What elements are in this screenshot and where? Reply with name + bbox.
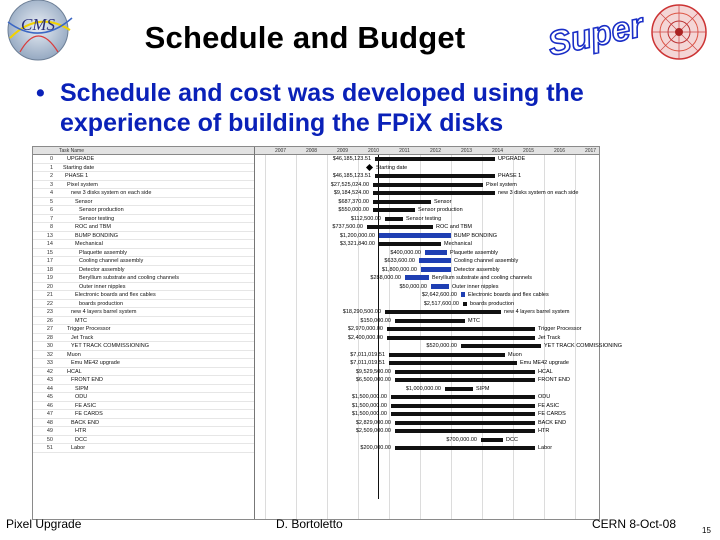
bar-label: PHASE 1 — [498, 173, 522, 179]
gantt-bar-row — [255, 257, 599, 266]
task-id: 4 — [49, 190, 53, 196]
task-row[interactable] — [33, 172, 254, 181]
task-name: UPGRADE — [67, 156, 95, 162]
bar-label: HCAL — [538, 368, 553, 375]
task-cost: $150,000.00 — [360, 317, 391, 324]
task-name: Plaquette assembly — [79, 249, 127, 256]
gantt-bar-row — [255, 155, 599, 164]
timeline-year: 2008 — [305, 148, 318, 154]
gantt-bar-row — [255, 368, 599, 377]
bar-label: ODU — [538, 394, 551, 400]
task-row[interactable] — [33, 351, 254, 360]
gantt-bar-row — [255, 402, 599, 411]
task-cost: $1,500,000.00 — [351, 394, 387, 400]
task-id: 5 — [49, 198, 53, 205]
task-id: 17 — [46, 258, 53, 264]
task-row[interactable] — [33, 402, 254, 411]
summary-bar[interactable] — [375, 174, 495, 178]
task-cost: $9,529,500.00 — [355, 368, 391, 375]
task-row[interactable] — [33, 308, 254, 317]
bar-label: ROC and TBM — [436, 224, 472, 230]
summary-bar[interactable] — [395, 370, 535, 374]
task-name: Muon — [67, 351, 81, 358]
task-id: 48 — [46, 419, 53, 426]
bar-label: Sensor production — [418, 207, 463, 213]
task-row[interactable] — [33, 181, 254, 190]
task-row[interactable] — [33, 155, 254, 164]
task-name: Starting date — [63, 164, 95, 171]
task-bar[interactable] — [395, 446, 535, 450]
task-cost: $1,800,000.00 — [381, 266, 417, 273]
timeline-year: 2011 — [399, 148, 410, 154]
gantt-bar-row — [255, 444, 599, 453]
summary-bar[interactable] — [395, 421, 535, 425]
task-list — [33, 147, 255, 519]
task-id: 23 — [46, 309, 53, 315]
task-id: 7 — [49, 215, 53, 222]
task-bar[interactable] — [461, 292, 465, 297]
task-cost: $1,000,000.00 — [405, 385, 441, 392]
bar-label: Beryllium substrate and cooling channels — [432, 275, 532, 281]
summary-bar[interactable] — [385, 310, 501, 314]
gantt-bar-row — [255, 300, 599, 309]
gantt-bar-row — [255, 189, 599, 198]
bar-label: Starting date — [376, 164, 408, 171]
bar-label: Labor — [538, 445, 553, 451]
task-cost: $2,970,000.00 — [347, 326, 383, 332]
lhc-ring-logo — [644, 2, 714, 62]
bar-label: Cooling channel assembly — [454, 258, 519, 264]
task-row[interactable] — [33, 359, 254, 368]
task-id: 3 — [49, 181, 53, 188]
task-name: Mechanical — [75, 241, 103, 247]
bar-label: Jet Track — [538, 334, 561, 341]
task-id: 28 — [46, 334, 53, 341]
bar-label: HTR — [538, 428, 550, 434]
task-name: Labor — [71, 445, 86, 451]
task-row[interactable] — [33, 249, 254, 258]
timeline-year: 2016 — [553, 148, 566, 154]
gantt-bar-row — [255, 308, 599, 317]
task-bar[interactable] — [481, 438, 503, 442]
task-id: 32 — [46, 351, 53, 358]
task-row[interactable] — [33, 419, 254, 428]
bullet-text: Schedule and cost was developed using the experience of building the FPiX disks — [60, 79, 584, 137]
task-row[interactable] — [33, 223, 254, 232]
task-cost: $7,011,019.51 — [350, 360, 385, 366]
task-cost: $1,500,000.00 — [351, 402, 387, 409]
task-cost: $200,000.00 — [360, 445, 391, 451]
task-row[interactable] — [33, 274, 254, 283]
bar-label: Sensor — [434, 198, 452, 205]
gantt-bar-row — [255, 249, 599, 258]
bar-label: FE ASIC — [538, 402, 560, 409]
task-cost: $46,185,123.51 — [332, 173, 371, 179]
gantt-bar-row — [255, 172, 599, 181]
task-name: MTC — [75, 317, 87, 324]
task-id: 44 — [46, 385, 53, 392]
bar-label: new 4 layers barrel system — [504, 309, 570, 315]
task-id: 46 — [46, 402, 53, 409]
task-id: 0 — [49, 156, 53, 162]
task-id: 42 — [46, 368, 53, 375]
task-name: Beryllium substrate and cooling channels — [79, 275, 179, 281]
bar-label: BACK END — [538, 419, 567, 426]
task-name: Electronic boards and flex cables — [75, 292, 156, 298]
task-row[interactable] — [33, 266, 254, 275]
task-id: 20 — [46, 283, 53, 290]
footer-author: D. Bortoletto — [276, 517, 343, 531]
task-name-header: Task Name — [59, 148, 85, 154]
task-cost: $737,500.00 — [332, 224, 363, 230]
task-id: 33 — [46, 360, 53, 366]
bar-label: Trigger Processor — [538, 326, 582, 332]
task-name: Jet Track — [71, 334, 94, 341]
task-id: 49 — [46, 428, 53, 434]
task-name: new 3 disks system on each side — [71, 190, 152, 196]
task-id: 13 — [46, 232, 53, 239]
task-id: 15 — [46, 249, 53, 256]
task-bar[interactable] — [391, 404, 535, 408]
bar-label: FE CARDS — [538, 411, 566, 417]
task-name: Pixel system — [67, 181, 98, 188]
task-row[interactable] — [33, 376, 254, 385]
task-bar[interactable] — [373, 191, 495, 195]
task-rows — [33, 155, 254, 453]
task-row[interactable] — [33, 393, 254, 402]
task-cost: $6,500,000.00 — [355, 377, 391, 383]
task-bar[interactable] — [389, 361, 517, 365]
gantt-bar-row — [255, 274, 599, 283]
gantt-bar-row — [255, 385, 599, 394]
task-id: 22 — [46, 300, 53, 307]
gantt-bar-row — [255, 266, 599, 275]
task-name: Sensor production — [79, 207, 124, 213]
task-name: Sensor testing — [79, 215, 115, 222]
task-cost: $112,500.00 — [350, 215, 381, 222]
bar-label: UPGRADE — [498, 156, 526, 162]
task-row[interactable] — [33, 198, 254, 207]
milestone-marker — [366, 163, 373, 170]
bar-label: Muon — [508, 351, 522, 358]
timeline-header — [255, 147, 599, 155]
task-name: BUMP BONDING — [75, 232, 118, 239]
bar-label: MTC — [468, 317, 480, 324]
task-name: FRONT END — [71, 377, 103, 383]
gantt-bar-row — [255, 427, 599, 436]
bar-rows — [255, 155, 623, 453]
task-id: 21 — [46, 292, 53, 298]
task-id: 51 — [46, 445, 53, 451]
task-cost: $1,500,000.00 — [351, 411, 387, 417]
footer-left: Pixel Upgrade — [6, 517, 82, 531]
task-id: 45 — [46, 394, 53, 400]
task-id: 1 — [49, 164, 53, 171]
task-bar[interactable] — [421, 267, 451, 272]
gantt-bar-row — [255, 181, 599, 190]
task-cost: $687,370.00 — [338, 198, 369, 205]
timeline — [255, 147, 623, 519]
task-bar[interactable] — [431, 284, 449, 289]
task-bar[interactable] — [373, 208, 415, 212]
task-row[interactable] — [33, 444, 254, 453]
summary-bar[interactable] — [373, 183, 483, 187]
task-cost: $633,600.00 — [384, 258, 415, 264]
bar-label: BUMP BONDING — [454, 232, 497, 239]
bar-label: Sensor testing — [406, 215, 442, 222]
gantt-bar-row — [255, 419, 599, 428]
gantt-bar-row — [255, 283, 599, 292]
task-bar[interactable] — [373, 200, 431, 204]
summary-bar[interactable] — [379, 242, 441, 246]
task-bar[interactable] — [387, 336, 535, 340]
gantt-schedule — [32, 146, 623, 520]
task-row[interactable] — [33, 427, 254, 436]
task-name: Trigger Processor — [67, 326, 111, 332]
task-row[interactable] — [33, 410, 254, 419]
task-bar[interactable] — [395, 319, 465, 323]
task-id: 2 — [49, 173, 53, 179]
task-cost: $550,000.00 — [338, 207, 369, 213]
bar-label: Pixel system — [486, 181, 517, 188]
task-bar[interactable] — [445, 387, 473, 391]
task-row[interactable] — [33, 257, 254, 266]
timeline-year: 2017 — [584, 148, 597, 154]
bullet-symbol: • — [36, 79, 45, 107]
bar-label: SIPM — [476, 385, 490, 392]
task-name: Emu ME42 upgrade — [71, 360, 120, 366]
gantt-bar-row — [255, 164, 599, 173]
task-id: 43 — [46, 377, 53, 383]
gantt-bar-row — [255, 317, 599, 326]
gantt-bar-row — [255, 334, 599, 343]
timeline-year: 2014 — [491, 148, 504, 154]
bar-label: boards production — [470, 300, 515, 307]
gantt-bar-row — [255, 206, 599, 215]
bar-label: Outer inner nipples — [452, 283, 499, 290]
gantt-bar-row — [255, 359, 599, 368]
task-id: 27 — [46, 326, 53, 332]
task-bar[interactable] — [425, 250, 447, 255]
bar-label: YET TRACK COMMISSIONING — [544, 343, 623, 349]
task-cost: $2,509,000.00 — [355, 428, 391, 434]
timeline-year: 2009 — [336, 148, 349, 154]
task-id: 50 — [46, 436, 53, 443]
task-id: 8 — [49, 224, 53, 230]
task-row[interactable] — [33, 436, 254, 445]
summary-bar[interactable] — [367, 225, 433, 229]
task-name: SIPM — [75, 385, 89, 392]
bar-label: FRONT END — [538, 377, 570, 383]
task-row[interactable] — [33, 334, 254, 343]
task-cost: $7,011,019.51 — [350, 351, 385, 358]
gantt-bar-row — [255, 351, 599, 360]
bar-label: Emu ME42 upgrade — [520, 360, 569, 366]
task-bar[interactable] — [385, 217, 403, 221]
bar-label: DCC — [506, 436, 518, 443]
task-list-header — [33, 147, 254, 155]
task-cost: $2,517,600.00 — [423, 300, 459, 307]
task-row[interactable] — [33, 342, 254, 351]
footer-date: CERN 8-Oct-08 — [592, 517, 677, 531]
gantt-bar-row — [255, 393, 599, 402]
bar-label: Mechanical — [444, 241, 472, 247]
task-cost: $3,321,840.00 — [339, 241, 375, 247]
task-name: Outer inner nipples — [79, 283, 126, 290]
task-bar[interactable] — [395, 429, 535, 433]
task-cost: $9,184,524.00 — [333, 190, 369, 196]
summary-bar[interactable] — [375, 157, 495, 161]
gantt-bar-row — [255, 223, 599, 232]
task-name: FE ASIC — [75, 402, 97, 409]
task-id: 26 — [46, 317, 53, 324]
timeline-year: 2007 — [274, 148, 287, 154]
task-name: DCC — [75, 436, 87, 443]
task-bar[interactable] — [391, 395, 535, 399]
task-name: new 4 layers barrel system — [71, 309, 137, 315]
task-bar[interactable] — [463, 302, 467, 306]
task-row[interactable] — [33, 300, 254, 309]
bar-label: Plaquette assembly — [450, 249, 498, 256]
gantt-bar-row — [255, 325, 599, 334]
gantt-bar-row — [255, 240, 599, 249]
task-cost: $46,185,123.51 — [332, 156, 371, 162]
task-name: ROC and TBM — [75, 224, 111, 230]
summary-bar[interactable] — [395, 378, 535, 382]
task-row[interactable] — [33, 325, 254, 334]
gantt-bar-row — [255, 376, 599, 385]
task-cost: $18,290,500.00 — [342, 309, 381, 315]
bar-label: Detector assembly — [454, 266, 500, 273]
task-bar[interactable] — [391, 412, 535, 416]
task-name: YET TRACK COMMISSIONING — [71, 343, 150, 349]
task-row[interactable] — [33, 291, 254, 300]
task-row[interactable] — [33, 232, 254, 241]
task-row[interactable] — [33, 283, 254, 292]
gantt-bar-row — [255, 342, 623, 351]
task-cost: $2,829,000.00 — [355, 419, 391, 426]
task-bar[interactable] — [379, 233, 451, 238]
timeline-year: 2013 — [460, 148, 473, 154]
task-name: HCAL — [67, 368, 82, 375]
task-bar[interactable] — [389, 353, 505, 357]
task-id: 14 — [46, 241, 53, 247]
gantt-bar-row — [255, 198, 599, 207]
timeline-year: 2010 — [367, 148, 380, 154]
gantt-bar-row — [255, 291, 599, 300]
task-cost: $2,400,000.00 — [347, 334, 383, 341]
task-cost: $700,000.00 — [446, 436, 477, 443]
timeline-year: 2012 — [429, 148, 442, 154]
page-title: Schedule and Budget — [144, 20, 466, 55]
task-cost: $27,525,024.00 — [330, 181, 369, 188]
timeline-year: 2015 — [522, 148, 535, 154]
task-name: PHASE 1 — [65, 173, 89, 179]
task-cost: $520,000.00 — [426, 343, 457, 349]
task-row[interactable] — [33, 164, 254, 173]
task-cost: $1,200,000.00 — [339, 232, 375, 239]
gantt-bar-row — [255, 232, 599, 241]
bar-label: Electronic boards and flex cables — [468, 292, 549, 298]
task-name: ODU — [75, 394, 88, 400]
task-id: 19 — [46, 275, 53, 281]
task-bar[interactable] — [405, 275, 429, 280]
summary-bar[interactable] — [387, 327, 535, 331]
task-id: 6 — [49, 207, 53, 213]
task-row[interactable] — [33, 189, 254, 198]
gantt-bar-row — [255, 436, 599, 445]
task-row[interactable] — [33, 385, 254, 394]
task-name: FE CARDS — [75, 411, 103, 417]
task-name: Sensor — [75, 198, 93, 205]
bar-label: new 3 disks system on each side — [498, 190, 579, 196]
gantt-bar-row — [255, 410, 599, 419]
task-bar[interactable] — [419, 258, 451, 263]
task-row[interactable] — [33, 240, 254, 249]
svg-text:Super: Super — [544, 6, 647, 64]
gantt-bar-row — [255, 215, 599, 224]
task-bar[interactable] — [461, 344, 541, 348]
task-name: Cooling channel assembly — [79, 258, 144, 264]
task-name: Detector assembly — [79, 266, 125, 273]
task-row[interactable] — [33, 206, 254, 215]
svg-text:CMS: CMS — [21, 15, 55, 34]
task-cost: $2,642,600.00 — [421, 292, 457, 298]
task-row[interactable] — [33, 368, 254, 377]
task-name: BACK END — [71, 419, 100, 426]
task-id: 47 — [46, 411, 53, 417]
task-name: boards production — [79, 300, 124, 307]
task-id: 18 — [46, 266, 53, 273]
task-id: 30 — [46, 343, 53, 349]
page-number: 15 — [702, 526, 711, 535]
super-logo — [544, 4, 647, 64]
task-row[interactable] — [33, 215, 254, 224]
task-cost: $400,000.00 — [390, 249, 421, 256]
task-name: HTR — [75, 428, 87, 434]
task-cost: $288,000.00 — [370, 275, 401, 281]
task-row[interactable] — [33, 317, 254, 326]
task-cost: $50,000.00 — [399, 283, 427, 290]
